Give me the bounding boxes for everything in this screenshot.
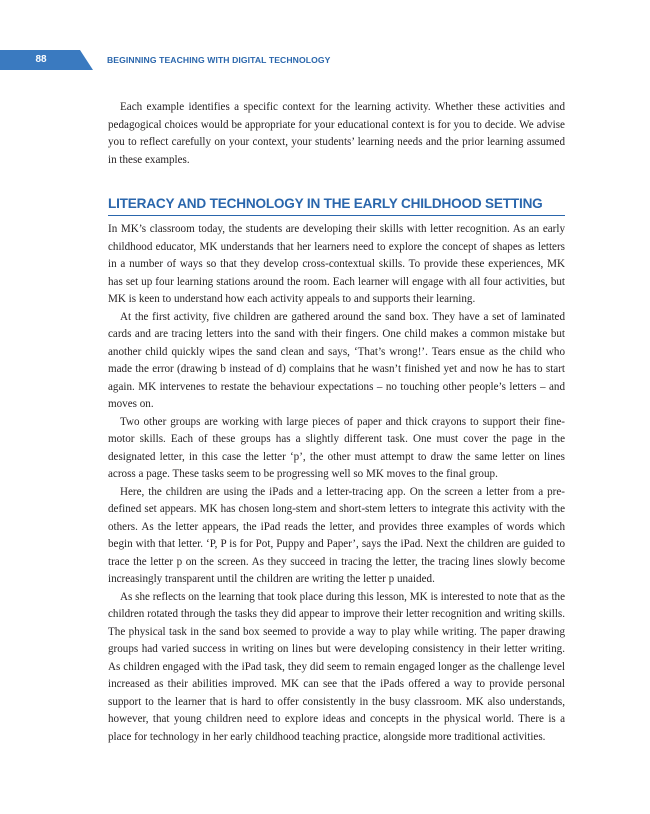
section-heading: LITERACY AND TECHNOLOGY IN THE EARLY CHILDHOOD SETTING bbox=[108, 195, 565, 216]
body-paragraph: At the first activity, five children are gathered around the sand box. They have a set of laminated cards and are tracing letters into the sand with their fingers. One child makes a common mistake but another child quickly wipes the sand clean and says, ‘That’s wrong!’. Tears ensue as the child who made the error (drawing b instead of d) complains that he wasn’t finished yet and now he has to start again. MK intervenes to restate the behaviour expectations – no touching other people’s letters – and moves on. bbox=[108, 310, 565, 410]
body-paragraph: Two other groups are working with large pieces of paper and thick crayons to support their fine-motor skills. Each of these groups has a slightly different task. One must cover the page in the designated letter, in this case the letter ‘p’, the other must attempt to draw the same letter on lines across a page. These tasks seem to be progressing well so MK moves to the final group. bbox=[108, 415, 565, 480]
running-title: BEGINNING TEACHING WITH DIGITAL TECHNOLOGY bbox=[107, 55, 331, 65]
intro-paragraph: Each example identifies a specific context for the learning activity. Whether these activities and pedagogical choices would be appropriate for your educational context is for you to decide. We advise you to reflect carefully on your context, your students’ learning needs and the prior learning assumed in these examples. bbox=[108, 101, 565, 166]
body-paragraph: As she reflects on the learning that took place during this lesson, MK is interested to note that as the children rotated through the tasks they did appear to improve their letter recognition and writing skills. The physical task in the sand box seemed to provide a way to play while writing. The paper drawing groups had varied success in writing on lines but were developing consistency in their letter writing. As children engaged with the iPad task, they did seem to remain engaged longer as the challenge level increased as their abilities improved. MK can see that the iPads offered a way to provide personal support to the learner that is hard to offer consistently in the busy classroom. MK also understands, however, that young children need to explore ideas and concepts in the physical world. There is a place for technology in her early childhood teaching practice, alongside more traditional activities. bbox=[108, 590, 565, 743]
body-paragraph: In MK’s classroom today, the students are developing their skills with letter recognition. As an early childhood educator, MK understands that her learners need to explore the concept of shapes as letters in a number of ways so that they develop cross-contextual skills. To provide these experiences, MK has set up four learning stations around the room. Each learner will engage with all four activities, but MK is keen to understand how each activity appeals to and supports their learning. bbox=[108, 223, 565, 305]
page-number: 88 bbox=[35, 54, 47, 65]
page-header bbox=[0, 0, 650, 70]
body-paragraph: Here, the children are using the iPads and a letter-tracing app. On the screen a letter from a pre-defined set appears. MK has chosen long-stem and short-stem letters to integrate this activity with the others. As the letter appears, the iPad reads the letter, and provides three examples of words which begin with that letter. ‘P, P is for Pot, Puppy and Paper’, says the iPad. Next the children are guided to trace the letter p on the screen. As they succeed in tracing the letter, the tracing lines slowly become increasingly transparent until the children are writing the letter p unaided. bbox=[108, 485, 565, 585]
page-body bbox=[108, 99, 565, 746]
